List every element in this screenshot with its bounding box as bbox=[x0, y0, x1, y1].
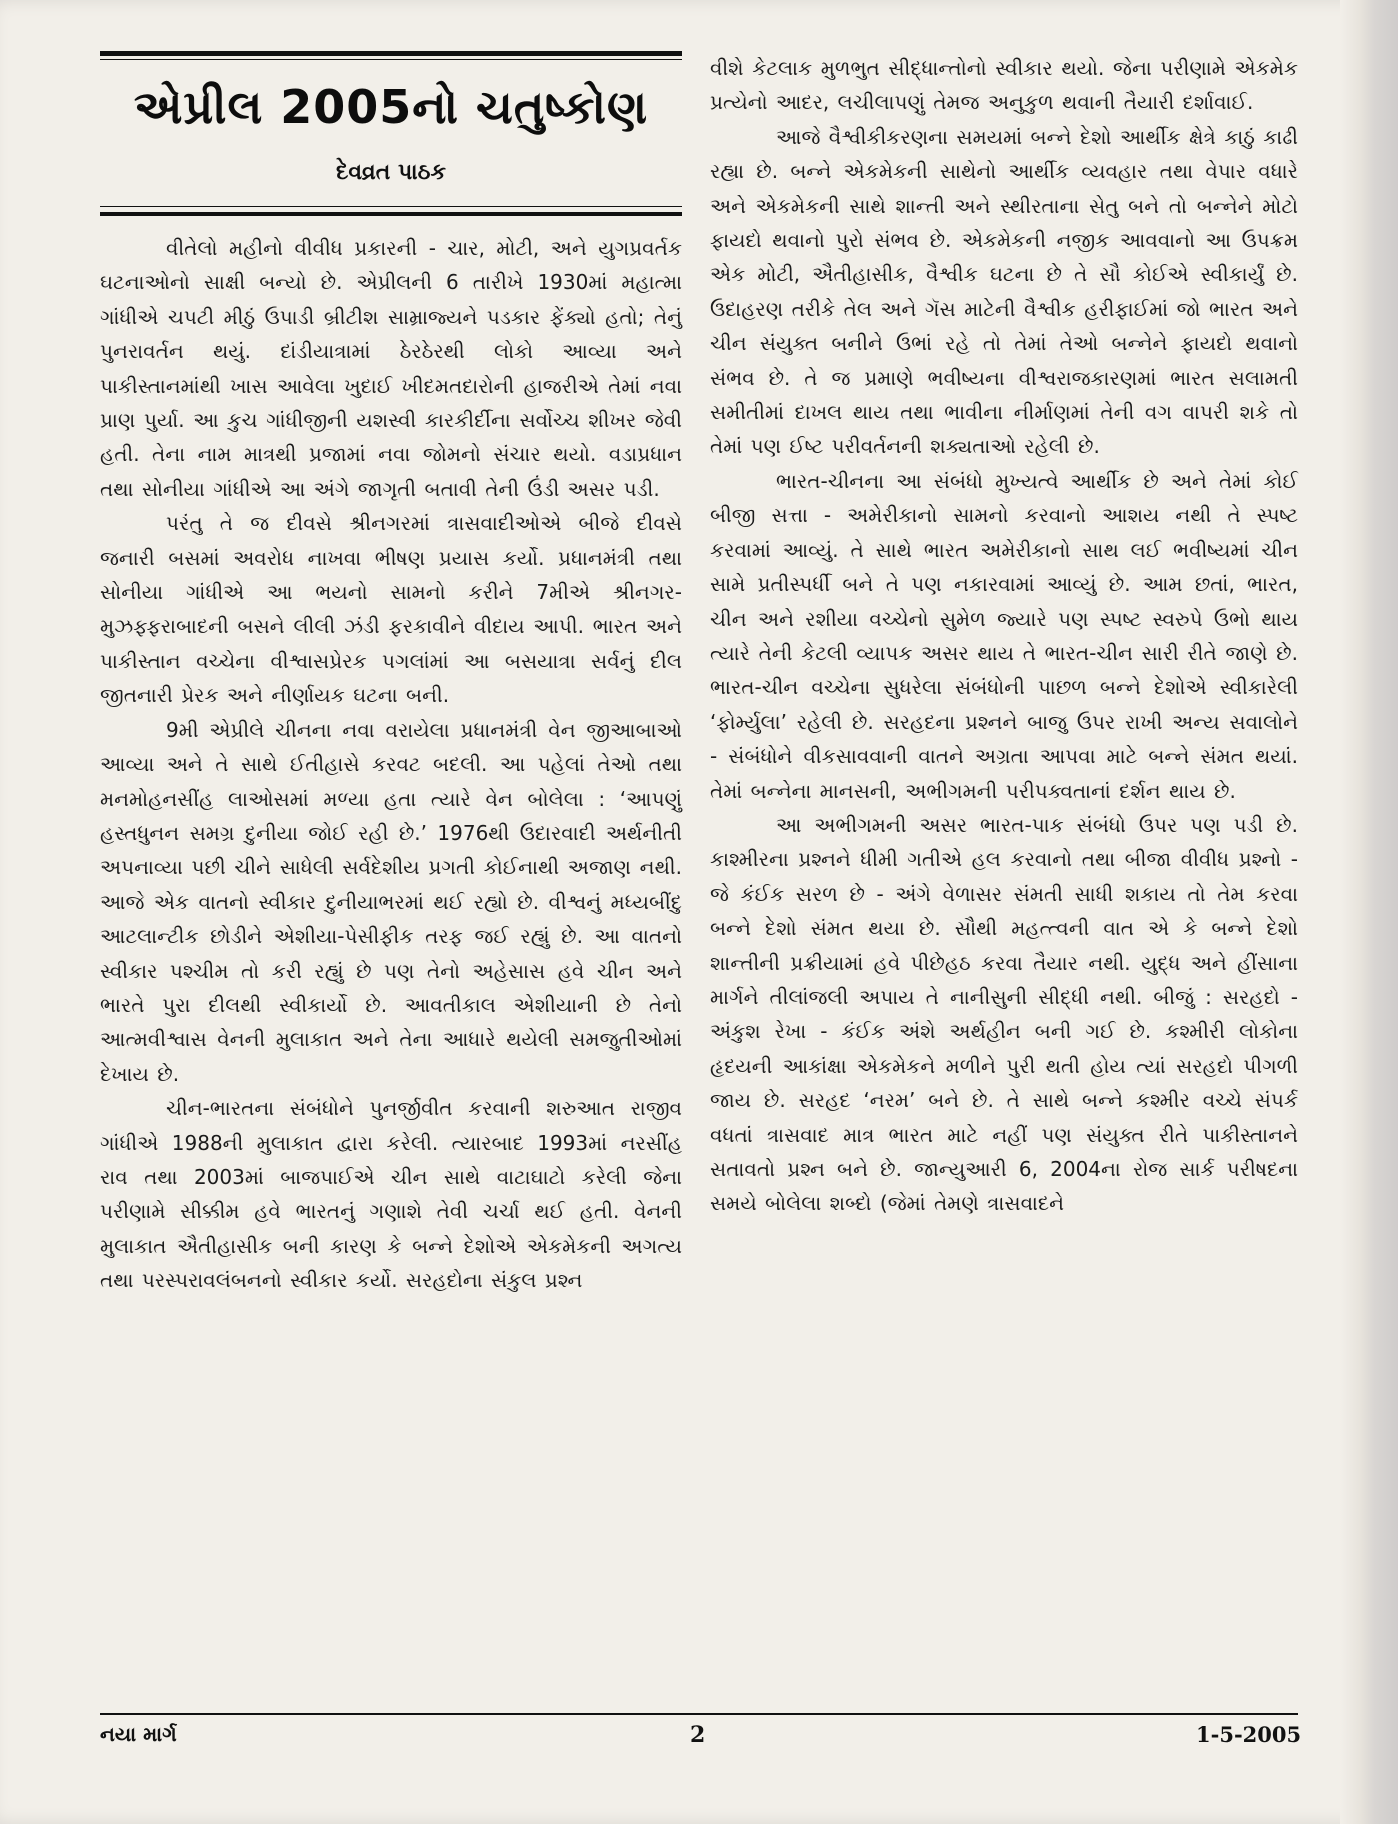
left-column bbox=[100, 231, 682, 1298]
page-number: 2 bbox=[690, 1722, 706, 1748]
title-rule-bottom-thick bbox=[100, 212, 682, 216]
title-rule-top-thick bbox=[100, 51, 682, 56]
article-author: દેવવ્રત પાઠક bbox=[336, 160, 446, 185]
left-paragraph-3: 9મી એપ્રીલે ચીનના નવા વરાયેલા પ્રધાનમંત્રી વેન જીઆબાઓ આવ્યા અને તે સાથે ઈતીહાસે કરવટ બદલી. આ પહેલાં તેઓ તથા મનમોહનસીંહ લાઓસમાં મળ્યા હતા ત્યારે વેન બોલેલા : ‘આપણું હસ્તધુનન સમગ્ર દુનીયા જોઈ રહી છે.’ 1976થી ઉદારવાદી અર્થનીતી અપનાવ્યા પછી ચીને સાધેલી સર્વદેશીય પ્રગતી કોઈનાથી અજાણ નથી. આજે એક વાતનો સ્વીકાર દુનીયાભરમાં થઈ રહ્યો છે. વીશ્વનું મધ્યબીંદુ આટલાન્ટીક છોડીને એશીયા-પેસીફીક તરફ જઈ રહ્યું છે. આ વાતનો સ્વીકાર પશ્ચીમ તો કરી રહ્યું છે પણ તેનો અહેસાસ હવે ચીન અને ભારતે પુરા દીલથી સ્વીકાર્યો છે. આવતીકાલ એશીયાની છે તેનો આત્મવીશ્વાસ વેનની મુલાકાત અને તેના આધારે થયેલી સમજુતીઓમાં દેખાય છે. bbox=[100, 717, 682, 1086]
right-paragraph-1: વીશે કેટલાક મુળભુત સીદ્ધાન્તોનો સ્વીકાર થયો. જેના પરીણામે એકમેક પ્રત્યેનો આદર, લચીલાપણું તેમજ અનુકુળ થવાની તૈયારી દર્શાવાઈ. bbox=[710, 56, 1298, 115]
issue-date: 1-5-2005 bbox=[1196, 1722, 1302, 1747]
left-paragraph-2: પરંતુ તે જ દીવસે શ્રીનગરમાં ત્રાસવાદીઓએ બીજે દીવસે જનારી બસમાં અવરોધ નાખવા ભીષણ પ્રયાસ કર્યો. પ્રધાનમંત્રી તથા સોનીયા ગાંધીએ આ ભયનો સામનો કરીને 7મીએ શ્રીનગર-મુઝફ્ફરાબાદની બસને લીલી ઝંડી ફરકાવીને વીદાય આપી. ભારત અને પાકીસ્તાન વચ્ચેના વીશ્વાસપ્રેરક પગલાંમાં આ બસયાત્રા સર્વનું દીલ જીતનારી પ્રેરક અને નીર્ણાયક ઘટના બની. bbox=[100, 511, 682, 708]
torn-page-edge bbox=[1340, 0, 1398, 1824]
publication-name: નયા માર્ગ bbox=[100, 1722, 177, 1746]
right-column bbox=[710, 51, 1298, 1221]
right-paragraph-2: આજે વૈશ્વીકીકરણના સમયમાં બન્ને દેશો આર્થીક ક્ષેત્રે કાઠું કાઢી રહ્યા છે. બન્ને એકમેકની સાથેનો આર્થીક વ્યવહાર તથા વેપાર વધારે અને એકમેકની સાથે શાન્તી અને સ્થીરતાના સેતુ બને તો બન્નેને મોટો ફાયદો થવાનો પુરો સંભવ છે. એકમેકની નજીક આવવાનો આ ઉપક્રમ એક મોટી, ઐતીહાસીક, વૈશ્વીક ઘટના છે તે સૌ કોઈએ સ્વીકાર્યું છે. ઉદાહરણ તરીકે તેલ અને ગૅસ માટેની વૈશ્વીક હરીફાઈમાં જો ભારત અને ચીન સંયુક્ત બનીને ઉભાં રહે તો તેમાં તેઓ બન્નેને ફાયદો થવાનો સંભવ છે. તે જ પ્રમાણે ભવીષ્યના વીશ્વરાજકારણમાં ભારત સલામતી સમીતીમાં દાખલ થાય તથા ભાવીના નીર્માણમાં તેની વગ વાપરી શકે તો તેમાં પણ ઈષ્ટ પરીવર્તનની શક્યતાઓ રહેલી છે. bbox=[710, 124, 1298, 459]
article-title: એપ્રીલ 2005નો ચતુષ્કોણ bbox=[133, 80, 649, 134]
right-paragraph-4: આ અભીગમની અસર ભારત-પાક સંબંધો ઉપર પણ પડી છે. કાશ્મીરના પ્રશ્નને ધીમી ગતીએ હલ કરવાનો તથા બીજા વીવીધ પ્રશ્નો - જે કંઈક સરળ છે - અંગે વેળાસર સંમતી સાધી શકાય તો તેમ કરવા બન્ને દેશો સંમત થયા છે. સૌથી મહત્ત્વની વાત એ કે બન્ને દેશો શાન્તીની પ્રક્રીયામાં હવે પીછેહઠ કરવા તૈયાર નથી. યુદ્ધ અને હીંસાના માર્ગને તીલાંજલી અપાય તે નાનીસુની સીદ્ધી નથી. બીજું : સરહદો - અંકુશ રેખા - કંઈક અંશે અર્થહીન બની ગઈ છે. કશ્મીરી લોકોના હૃદયની આકાંક્ષા એકમેકને મળીને પુરી થતી હોય ત્યાં સરહદો પીગળી જાય છે. સરહદ ‘નરમ’ બને છે. તે સાથે બન્ને કશ્મીર વચ્ચે સંપર્ક વધતાં ત્રાસવાદ માત્ર ભારત માટે નહીં પણ સંયુક્ત રીતે પાકીસ્તાનને સતાવતો પ્રશ્ન બને છે. જાન્યુઆરી 6, 2004ના રોજ સાર્ક પરીષદના સમયે બોલેલા શબ્દો (જેમાં તેમણે ત્રાસવાદને bbox=[710, 812, 1298, 1216]
left-paragraph-4: ચીન-ભારતના સંબંધોને પુનર્જીવીત કરવાની શરુઆત રાજીવ ગાંધીએ 1988ની મુલાકાત દ્વારા કરેલી. ત્યારબાદ 1993માં નરસીંહ રાવ તથા 2003માં બાજપાઈએ ચીન સાથે વાટાઘાટો કરેલી જેના પરીણામે સીક્કીમ હવે ભારતનું ગણાશે તેવી ચર્ચા થઈ હતી. વેનની મુલાકાત ઐતીહાસીક બની કારણ કે બન્ને દેશોએ એકમેકની અગત્ય તથા પરસ્પરાવલંબનનો સ્વીકાર કર્યો. સરહદોના સંકુલ પ્રશ્ન bbox=[100, 1096, 682, 1293]
left-paragraph-1: વીતેલો મહીનો વીવીધ પ્રકારની - ચાર, મોટી, અને યુગપ્રવર્તક ઘટનાઓનો સાક્ષી બન્યો છે. એપ્રીલની 6 તારીખે 1930માં મહાત્મા ગાંધીએ ચપટી મીઠું ઉપાડી બ્રીટીશ સામ્રાજ્યને પડકાર ફેંક્યો હતો; તેનું પુનરાવર્તન થયું. દાંડીયાત્રામાં ઠેરઠેરથી લોકો આવ્યા અને પાકીસ્તાનમાંથી ખાસ આવેલા ખુદાઈ ખીદમતદારોની હાજરીએ તેમાં નવા પ્રાણ પુર્યા. આ કુચ ગાંધીજીની યશસ્વી કારકીર્દીના સર્વોચ્ચ શીખર જેવી હતી. તેના નામ માત્રથી પ્રજામાં નવા જોમનો સંચાર થયો. વડાપ્રધાન તથા સોનીયા ગાંધીએ આ અંગે જાગૃતી બતાવી તેની ઉંડી અસર પડી. bbox=[100, 236, 682, 501]
right-paragraph-3: ભારત-ચીનના આ સંબંધો મુખ્યત્વે આર્થીક છે અને તેમાં કોઈ બીજી સત્તા - અમેરીકાનો સામનો કરવાનો આશય નથી તે સ્પષ્ટ કરવામાં આવ્યું. તે સાથે ભારત અમેરીકાનો સાથ લઈ ભવીષ્યમાં ચીન સામે પ્રતીસ્પર્ધી બને તે પણ નકારવામાં આવ્યું છે. આમ છતાં, ભારત, ચીન અને રશીયા વચ્ચેનો સુમેળ જ્યારે પણ સ્પષ્ટ સ્વરુપે ઉભો થાય ત્યારે તેની કેટલી વ્યાપક અસર થાય તે ભારત-ચીન સારી રીતે જાણે છે. ભારત-ચીન વચ્ચેના સુધરેલા સંબંધોની પાછળ બન્ને દેશોએ સ્વીકારેલી ‘ફોર્મ્યુલા’ રહેલી છે. સરહદના પ્રશ્નને બાજુ ઉપર રાખી અન્ય સવાલોને - સંબંધોને વીકસાવવાની વાતને અગ્રતા આપવા માટે બન્ને સંમત થયાં. તેમાં બન્નેના માનસની, અભીગમની પરીપક્વતાનાં દર્શન થાય છે. bbox=[710, 468, 1298, 803]
title-rule-bottom-thin bbox=[100, 206, 682, 207]
title-rule-top-thin bbox=[100, 59, 682, 60]
footer-rule bbox=[100, 1713, 1298, 1715]
